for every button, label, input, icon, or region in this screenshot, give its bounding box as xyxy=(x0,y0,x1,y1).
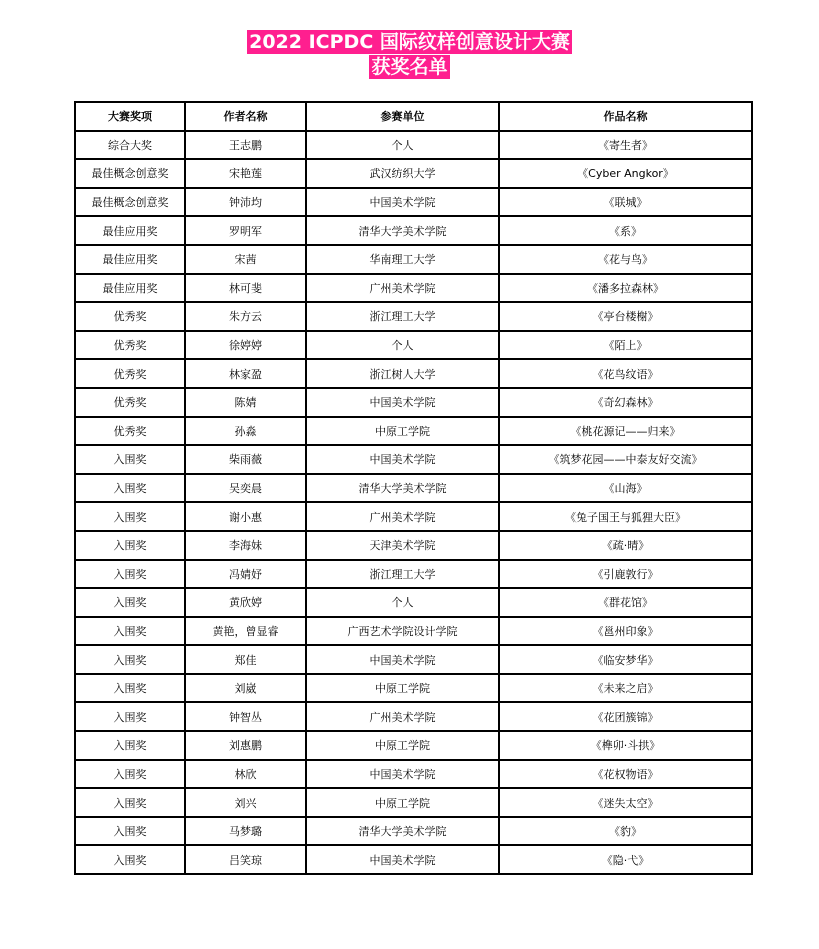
award-cell: 最佳应用奖 xyxy=(75,216,185,245)
institution-cell: 浙江树人大学 xyxy=(306,359,499,388)
award-cell: 入围奖 xyxy=(75,445,185,474)
table-row xyxy=(75,388,752,417)
header-award: 大赛奖项 xyxy=(75,102,185,131)
award-cell: 最佳应用奖 xyxy=(75,245,185,274)
table-row xyxy=(75,359,752,388)
award-cell: 入围奖 xyxy=(75,702,185,731)
table-row xyxy=(75,588,752,617)
institution-cell: 清华大学美术学院 xyxy=(306,474,499,503)
institution-cell: 个人 xyxy=(306,131,499,160)
institution-cell: 清华大学美术学院 xyxy=(306,216,499,245)
author-cell: 郑佳 xyxy=(185,645,306,674)
winners-table xyxy=(74,101,753,875)
institution-cell: 中原工学院 xyxy=(306,788,499,817)
institution-cell: 浙江理工大学 xyxy=(306,560,499,589)
table-row xyxy=(75,502,752,531)
work-cell: 《隐·弋》 xyxy=(499,845,752,874)
award-cell: 入围奖 xyxy=(75,474,185,503)
work-cell: 《花团簇锦》 xyxy=(499,702,752,731)
author-cell: 吴奕晨 xyxy=(185,474,306,503)
table-row xyxy=(75,788,752,817)
institution-cell: 浙江理工大学 xyxy=(306,302,499,331)
table-row xyxy=(75,817,752,846)
award-cell: 入围奖 xyxy=(75,502,185,531)
institution-cell: 广西艺术学院设计学院 xyxy=(306,617,499,646)
work-cell: 《Cyber Angkor》 xyxy=(499,159,752,188)
award-cell: 入围奖 xyxy=(75,817,185,846)
table-row xyxy=(75,845,752,874)
table-row xyxy=(75,702,752,731)
author-cell: 徐婷婷 xyxy=(185,331,306,360)
award-cell: 优秀奖 xyxy=(75,388,185,417)
author-cell: 孙淼 xyxy=(185,417,306,446)
table-row xyxy=(75,760,752,789)
work-cell: 《豹》 xyxy=(499,817,752,846)
table-row xyxy=(75,216,752,245)
institution-cell: 中原工学院 xyxy=(306,674,499,703)
work-cell: 《群花馆》 xyxy=(499,588,752,617)
table-row xyxy=(75,159,752,188)
author-cell: 吕笑琼 xyxy=(185,845,306,874)
work-cell: 《榫卯·斗拱》 xyxy=(499,731,752,760)
work-cell: 《引鹿敦行》 xyxy=(499,560,752,589)
author-cell: 钟沛均 xyxy=(185,188,306,217)
institution-cell: 中国美术学院 xyxy=(306,760,499,789)
author-cell: 王志鹏 xyxy=(185,131,306,160)
work-cell: 《花权物语》 xyxy=(499,760,752,789)
work-cell: 《花鸟纹语》 xyxy=(499,359,752,388)
author-cell: 柴雨薇 xyxy=(185,445,306,474)
author-cell: 林家盈 xyxy=(185,359,306,388)
award-cell: 入围奖 xyxy=(75,731,185,760)
award-cell: 最佳概念创意奖 xyxy=(75,159,185,188)
header-institution: 参赛单位 xyxy=(306,102,499,131)
table-row xyxy=(75,245,752,274)
award-cell: 入围奖 xyxy=(75,560,185,589)
work-cell: 《花与鸟》 xyxy=(499,245,752,274)
award-cell: 入围奖 xyxy=(75,588,185,617)
institution-cell: 中原工学院 xyxy=(306,731,499,760)
table-header-row xyxy=(75,102,752,131)
table-row xyxy=(75,188,752,217)
institution-cell: 武汉纺织大学 xyxy=(306,159,499,188)
institution-cell: 中国美术学院 xyxy=(306,188,499,217)
award-cell: 入围奖 xyxy=(75,645,185,674)
author-cell: 宋茜 xyxy=(185,245,306,274)
institution-cell: 中国美术学院 xyxy=(306,388,499,417)
work-cell: 《陌上》 xyxy=(499,331,752,360)
institution-cell: 清华大学美术学院 xyxy=(306,817,499,846)
author-cell: 黄艳，曾显睿 xyxy=(185,617,306,646)
title-line-2: 获奖名单 xyxy=(371,56,448,78)
table-row xyxy=(75,474,752,503)
institution-cell: 华南理工大学 xyxy=(306,245,499,274)
work-cell: 《桃花源记——归来》 xyxy=(499,417,752,446)
work-cell: 《筑梦花园——中泰友好交流》 xyxy=(499,445,752,474)
award-cell: 入围奖 xyxy=(75,788,185,817)
table-row xyxy=(75,417,752,446)
work-cell: 《潘多拉森林》 xyxy=(499,274,752,303)
table-row xyxy=(75,131,752,160)
author-cell: 罗明军 xyxy=(185,216,306,245)
award-cell: 优秀奖 xyxy=(75,302,185,331)
table-row xyxy=(75,274,752,303)
institution-cell: 天津美术学院 xyxy=(306,531,499,560)
table-row xyxy=(75,674,752,703)
work-cell: 《邕州印象》 xyxy=(499,617,752,646)
award-cell: 入围奖 xyxy=(75,760,185,789)
award-cell: 入围奖 xyxy=(75,617,185,646)
author-cell: 陈婧 xyxy=(185,388,306,417)
award-cell: 优秀奖 xyxy=(75,359,185,388)
work-cell: 《系》 xyxy=(499,216,752,245)
work-cell: 《临安梦华》 xyxy=(499,645,752,674)
work-cell: 《亭台楼榭》 xyxy=(499,302,752,331)
work-cell: 《联城》 xyxy=(499,188,752,217)
author-cell: 林欣 xyxy=(185,760,306,789)
author-cell: 刘兴 xyxy=(185,788,306,817)
institution-cell: 广州美术学院 xyxy=(306,274,499,303)
author-cell: 朱方云 xyxy=(185,302,306,331)
award-cell: 入围奖 xyxy=(75,531,185,560)
author-cell: 钟智丛 xyxy=(185,702,306,731)
table-row xyxy=(75,731,752,760)
work-cell: 《山海》 xyxy=(499,474,752,503)
award-cell: 综合大奖 xyxy=(75,131,185,160)
header-work: 作品名称 xyxy=(499,102,752,131)
title-line-1: 2022 ICPDC 国际纹样创意设计大赛 xyxy=(249,31,570,53)
table-row xyxy=(75,445,752,474)
author-cell: 谢小惠 xyxy=(185,502,306,531)
table-row xyxy=(75,645,752,674)
author-cell: 冯婧妤 xyxy=(185,560,306,589)
award-cell: 入围奖 xyxy=(75,845,185,874)
author-cell: 李海妹 xyxy=(185,531,306,560)
institution-cell: 中原工学院 xyxy=(306,417,499,446)
work-cell: 《未来之启》 xyxy=(499,674,752,703)
table-row xyxy=(75,560,752,589)
author-cell: 黄欣婷 xyxy=(185,588,306,617)
table-row xyxy=(75,302,752,331)
page-title xyxy=(0,30,819,79)
institution-cell: 个人 xyxy=(306,588,499,617)
award-cell: 入围奖 xyxy=(75,674,185,703)
institution-cell: 广州美术学院 xyxy=(306,702,499,731)
table-row xyxy=(75,531,752,560)
institution-cell: 中国美术学院 xyxy=(306,445,499,474)
work-cell: 《疏·晴》 xyxy=(499,531,752,560)
institution-cell: 个人 xyxy=(306,331,499,360)
award-cell: 最佳概念创意奖 xyxy=(75,188,185,217)
institution-cell: 中国美术学院 xyxy=(306,645,499,674)
author-cell: 刘崴 xyxy=(185,674,306,703)
award-cell: 优秀奖 xyxy=(75,417,185,446)
award-cell: 优秀奖 xyxy=(75,331,185,360)
institution-cell: 广州美术学院 xyxy=(306,502,499,531)
author-cell: 刘惠鹏 xyxy=(185,731,306,760)
author-cell: 林可斐 xyxy=(185,274,306,303)
author-cell: 宋艳莲 xyxy=(185,159,306,188)
work-cell: 《奇幻森林》 xyxy=(499,388,752,417)
work-cell: 《兔子国王与狐狸大臣》 xyxy=(499,502,752,531)
table-row xyxy=(75,331,752,360)
work-cell: 《寄生者》 xyxy=(499,131,752,160)
work-cell: 《迷失太空》 xyxy=(499,788,752,817)
table-row xyxy=(75,617,752,646)
author-cell: 马梦璐 xyxy=(185,817,306,846)
institution-cell: 中国美术学院 xyxy=(306,845,499,874)
award-cell: 最佳应用奖 xyxy=(75,274,185,303)
header-author: 作者名称 xyxy=(185,102,306,131)
